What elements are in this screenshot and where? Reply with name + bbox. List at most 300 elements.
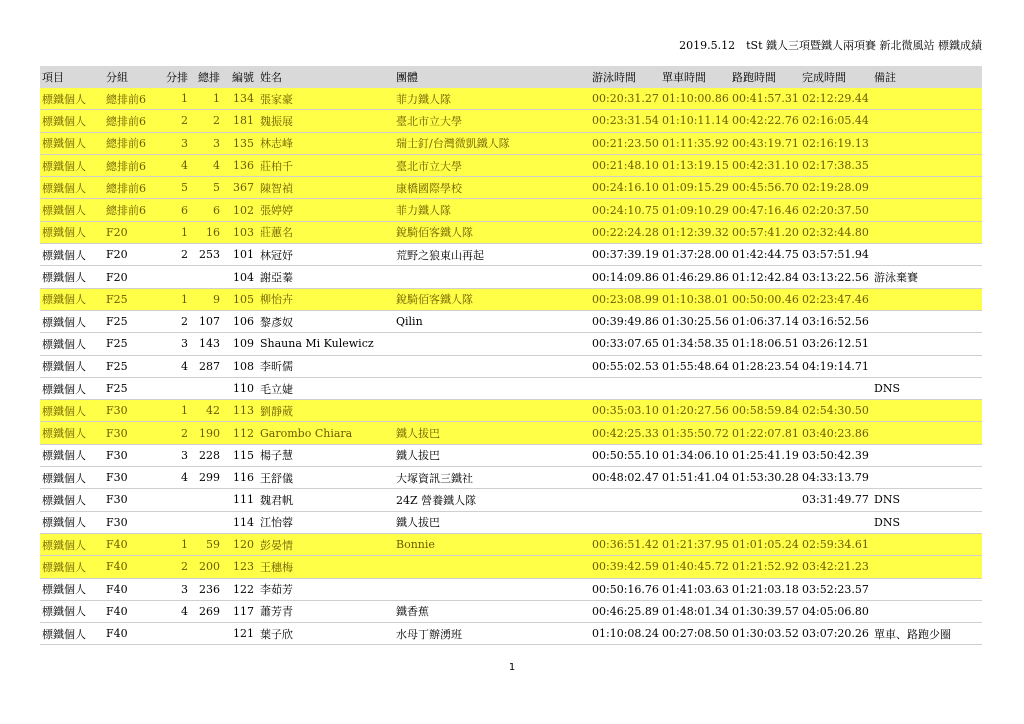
table-row [40,489,982,511]
cell-remarks [874,221,982,243]
cell-finish-time: 04:19:14.71 [802,359,869,373]
cell-run-time: 01:28:23.54 [732,359,799,373]
cell-finish-time: 04:33:13.79 [802,471,869,485]
cell-category: F30 [106,404,128,418]
cell-finish-time: 02:59:34.61 [802,538,869,552]
cell-overall-rank: 107 [199,315,220,329]
cell-category-rank: 2 [181,248,188,262]
cell-athlete-name: 李茹芳 [260,583,293,597]
table-row [40,511,982,533]
cell-category-rank: 1 [181,225,188,239]
table-header [40,66,982,88]
cell-event: 標鐵個人 [42,92,86,106]
table-row [40,355,982,377]
cell-run-time: 01:01:05.24 [732,538,799,552]
cell-overall-rank: 16 [206,225,220,239]
cell-category-rank: 1 [181,538,188,552]
cell-overall-rank [192,489,224,511]
cell-category-rank: 2 [181,315,188,329]
cell-team: 康橋國際學校 [396,181,462,195]
cell-run-time: 01:53:30.28 [732,471,799,485]
table-row [40,244,982,266]
cell-finish-time: 03:07:20.26 [802,627,869,641]
table-row [40,110,982,132]
cell-event: 標鐵個人 [42,538,86,552]
table-row [40,132,982,154]
cell-event: 標鐵個人 [42,516,86,530]
cell-finish-time: 02:20:37.50 [802,203,869,217]
cell-remarks [874,110,982,132]
cell-team: 鐵香蕉 [396,605,429,619]
cell-team: 鐵人拔巴 [396,449,440,463]
cell-bib-number: 113 [233,404,254,418]
cell-bike-time: 01:10:00.86 [662,92,729,106]
cell-run-time: 01:21:52.92 [732,560,799,574]
table-row [40,377,982,399]
cell-team: 銳騎佰客鐵人隊 [396,293,473,307]
cell-remarks [874,310,982,332]
cell-category-rank: 3 [181,448,188,462]
cell-athlete-name: Shauna Mi Kulewicz [260,337,374,351]
cell-bib-number: 102 [233,203,254,217]
cell-swim-time: 00:21:48.10 [592,159,659,173]
cell-finish-time: 02:19:28.09 [802,181,869,195]
cell-run-time: 01:21:03.18 [732,582,799,596]
cell-bib-number: 116 [233,471,254,485]
cell-team: 臺北市立大學 [396,114,462,128]
cell-category: F40 [106,560,128,574]
cell-finish-time: 03:57:51.94 [802,248,869,262]
cell-bike-time: 01:09:10.29 [662,203,729,217]
cell-category: 總排前6 [106,159,146,173]
cell-bike-time: 01:12:39.32 [662,225,729,239]
cell-event: 標鐵個人 [42,204,86,218]
cell-overall-rank: 143 [199,337,220,351]
table-row [40,221,982,243]
cell-finish-time: 02:16:19.13 [802,136,869,150]
header-swim-time: 游泳時間 [592,66,662,88]
cell-bib-number: 111 [233,493,254,507]
cell-swim-time: 00:50:16.76 [592,582,659,596]
cell-bike-time: 00:27:08.50 [662,627,729,641]
cell-remarks: 單車、路跑少圈 [874,627,951,641]
cell-event: 標鐵個人 [42,605,86,619]
cell-athlete-name: 江怡蓉 [260,516,293,530]
cell-bike-time: 01:55:48.64 [662,359,729,373]
cell-finish-time: 03:50:42.39 [802,448,869,462]
cell-team: 24Z 營養鐵人隊 [396,493,477,507]
cell-category-rank: 5 [181,181,188,195]
cell-category: F25 [106,382,128,395]
cell-remarks [874,600,982,622]
cell-bib-number: 117 [233,604,254,618]
cell-event: 標鐵個人 [42,404,86,418]
table-row [40,333,982,355]
cell-bib-number: 105 [233,292,254,306]
cell-athlete-name: 王舒儀 [260,471,293,485]
cell-swim-time: 00:14:09.86 [592,270,659,284]
cell-run-time: 00:47:16.46 [732,203,799,217]
cell-team: Bonnie [396,538,435,552]
cell-category: F25 [106,292,128,306]
cell-athlete-name: 林志峰 [260,137,293,151]
cell-finish-time [802,377,874,399]
cell-overall-rank: 5 [213,181,220,195]
cell-run-time: 00:42:31.10 [732,159,799,173]
cell-team [394,400,592,422]
cell-overall-rank: 42 [206,404,220,418]
cell-overall-rank [192,511,224,533]
cell-run-time: 00:45:56.70 [732,181,799,195]
cell-category: F25 [106,337,128,351]
cell-remarks [874,556,982,578]
cell-swim-time: 00:48:02.47 [592,471,659,485]
cell-event: 標鐵個人 [42,382,86,396]
cell-remarks [874,154,982,176]
cell-category-rank: 3 [181,337,188,351]
table-row [40,288,982,310]
header-run-time: 路跑時間 [732,66,802,88]
header-remarks: 備註 [874,66,982,88]
cell-event: 標鐵個人 [42,248,86,262]
cell-swim-time: 00:24:16.10 [592,181,659,195]
cell-bike-time: 01:51:41.04 [662,471,729,485]
cell-event: 標鐵個人 [42,181,86,195]
cell-event: 標鐵個人 [42,315,86,329]
cell-remarks [874,333,982,355]
cell-event: 標鐵個人 [42,337,86,351]
cell-event: 標鐵個人 [42,137,86,151]
cell-team: Qilin [396,315,423,329]
cell-event: 標鐵個人 [42,159,86,173]
cell-finish-time: 02:23:47.46 [802,292,869,306]
cell-category-rank: 3 [181,136,188,150]
cell-athlete-name: 葉子欣 [260,627,293,641]
cell-bike-time: 01:40:45.72 [662,560,729,574]
cell-finish-time: 03:40:23.86 [802,426,869,440]
cell-category: F30 [106,471,128,485]
cell-remarks [874,355,982,377]
cell-overall-rank: 4 [213,159,220,173]
cell-finish-time: 03:13:22.56 [802,270,869,284]
cell-category-rank: 4 [181,359,188,373]
cell-swim-time: 01:10:08.24 [592,627,659,641]
cell-category: F20 [106,225,128,239]
table-row [40,533,982,555]
cell-run-time: 01:30:03.52 [732,627,799,641]
cell-team: 瑞士釘/台灣微凱鐵人隊 [396,137,510,151]
cell-bib-number: 367 [233,181,254,195]
cell-bike-time: 01:10:11.14 [662,114,729,128]
cell-bib-number: 123 [233,560,254,574]
cell-overall-rank: 1 [213,92,220,106]
cell-remarks [874,422,982,444]
header-finish-time: 完成時間 [802,66,874,88]
cell-run-time [732,489,802,511]
cell-swim-time: 00:23:08.99 [592,292,659,306]
table-row [40,578,982,600]
cell-swim-time [592,489,662,511]
header-category: 分組 [104,66,162,88]
cell-finish-time: 03:26:12.51 [802,337,869,351]
cell-category: 總排前6 [106,92,146,106]
cell-bib-number: 106 [233,315,254,329]
cell-athlete-name: 張家豪 [260,92,293,106]
cell-remarks [874,288,982,310]
cell-bib-number: 115 [233,448,254,462]
cell-category-rank: 3 [181,582,188,596]
cell-swim-time: 00:42:25.33 [592,426,659,440]
cell-run-time: 01:42:44.75 [732,248,799,262]
cell-overall-rank: 253 [199,248,220,262]
table-row [40,310,982,332]
cell-swim-time: 00:55:02.53 [592,359,659,373]
cell-category: 總排前6 [106,181,146,195]
cell-category-rank: 2 [181,114,188,128]
cell-event: 標鐵個人 [42,427,86,441]
cell-overall-rank: 287 [199,359,220,373]
cell-bib-number: 181 [233,114,254,128]
cell-athlete-name: 彭晏情 [260,538,293,552]
cell-overall-rank [192,266,224,288]
cell-event: 標鐵個人 [42,293,86,307]
cell-run-time: 00:58:59.84 [732,404,799,418]
cell-bib-number: 101 [233,248,254,262]
cell-run-time: 00:50:00.46 [732,292,799,306]
cell-category: F40 [106,582,128,596]
table-row [40,154,982,176]
cell-remarks [874,132,982,154]
cell-bike-time: 01:21:37.95 [662,538,729,552]
cell-overall-rank: 9 [213,292,220,306]
cell-athlete-name: 李昕儒 [260,360,293,374]
cell-team [394,355,592,377]
cell-run-time: 01:25:41.19 [732,448,799,462]
cell-finish-time: 03:42:21.23 [802,560,869,574]
cell-category-rank: 4 [181,471,188,485]
cell-category-rank: 4 [181,604,188,618]
cell-category-rank: 4 [181,159,188,173]
table-row [40,266,982,288]
cell-run-time: 00:57:41.20 [732,225,799,239]
cell-event: 標鐵個人 [42,271,86,285]
cell-team: 銳騎佰客鐵人隊 [396,226,473,240]
cell-bike-time: 01:30:25.56 [662,315,729,329]
cell-overall-rank: 6 [213,203,220,217]
cell-category: F30 [106,426,128,440]
cell-remarks [874,199,982,221]
cell-bib-number: 104 [233,270,254,284]
cell-remarks [874,88,982,110]
cell-overall-rank: 3 [213,136,220,150]
cell-run-time [732,511,802,533]
cell-athlete-name: 劉靜葳 [260,404,293,418]
cell-event: 標鐵個人 [42,114,86,128]
cell-category: F40 [106,538,128,552]
cell-bike-time: 01:35:50.72 [662,426,729,440]
cell-team: 菲力鐵人隊 [396,204,451,218]
cell-overall-rank: 236 [199,582,220,596]
cell-overall-rank [192,377,224,399]
cell-remarks [874,244,982,266]
cell-team: 菲力鐵人隊 [396,92,451,106]
document-title: 2019.5.12 tSt 鐵人三項暨鐵人兩項賽 新北微風站 標鐵成績 [679,39,982,52]
cell-category: F25 [106,315,128,329]
header-bib-number: 編號 [224,66,258,88]
header-category-rank: 分排 [162,66,192,88]
cell-bib-number: 110 [233,382,254,395]
cell-swim-time: 00:39:49.86 [592,315,659,329]
cell-category-rank: 1 [181,404,188,418]
cell-overall-rank: 59 [206,538,220,552]
cell-run-time: 01:18:06.51 [732,337,799,351]
table-row [40,400,982,422]
cell-swim-time: 00:37:39.19 [592,248,659,262]
table-row [40,444,982,466]
cell-event: 標鐵個人 [42,226,86,240]
cell-category-rank [162,511,192,533]
cell-bike-time: 01:09:15.29 [662,181,729,195]
cell-run-time: 01:30:39.57 [732,604,799,618]
table-row [40,623,982,645]
cell-run-time [732,377,802,399]
cell-athlete-name: 陳智禎 [260,181,293,195]
cell-overall-rank: 269 [199,604,220,618]
cell-finish-time: 02:32:44.80 [802,225,869,239]
cell-category: F30 [106,515,128,529]
cell-overall-rank [192,623,224,645]
cell-bib-number: 134 [233,92,254,106]
cell-athlete-name: 毛立婕 [260,382,293,396]
cell-bike-time: 01:10:38.01 [662,292,729,306]
cell-athlete-name: 魏君帆 [260,493,293,507]
cell-category-rank: 1 [181,292,188,306]
header-event: 項目 [40,66,104,88]
cell-swim-time: 00:35:03.10 [592,404,659,418]
cell-athlete-name: 謝亞蓁 [260,271,293,285]
table-row [40,422,982,444]
cell-athlete-name: 魏振展 [260,114,293,128]
cell-athlete-name: Garombo Chiara [260,426,353,440]
cell-swim-time [592,377,662,399]
cell-finish-time: 02:54:30.50 [802,404,869,418]
cell-category-rank: 1 [181,92,188,106]
cell-event: 標鐵個人 [42,471,86,485]
cell-bike-time [662,377,732,399]
cell-bike-time: 01:20:27.56 [662,404,729,418]
header-overall-rank: 總排 [192,66,224,88]
cell-remarks [874,177,982,199]
cell-remarks [874,533,982,555]
cell-category-rank [162,489,192,511]
cell-run-time: 01:12:42.84 [732,270,799,284]
header-team: 團體 [394,66,592,88]
cell-finish-time: 04:05:06.80 [802,604,869,618]
cell-remarks: DNS [874,515,900,529]
cell-category-rank: 2 [181,560,188,574]
cell-team: 臺北市立大學 [396,159,462,173]
table-body [40,88,982,645]
cell-team: 大塚資訊三鐵社 [396,471,473,485]
cell-athlete-name: 柳怡卉 [260,293,293,307]
cell-category: F40 [106,627,128,641]
cell-finish-time: 02:12:29.44 [802,92,869,106]
cell-bib-number: 112 [233,426,254,440]
cell-bike-time: 01:34:58.35 [662,337,729,351]
cell-athlete-name: 楊子慧 [260,449,293,463]
cell-category: 總排前6 [106,204,146,218]
cell-athlete-name: 張婷婷 [260,204,293,218]
cell-bike-time: 01:41:03.63 [662,582,729,596]
cell-event: 標鐵個人 [42,583,86,597]
cell-category: F20 [106,248,128,262]
cell-swim-time: 00:24:10.75 [592,203,659,217]
cell-athlete-name: 蕭芳青 [260,605,293,619]
cell-team [394,333,592,355]
cell-category-rank: 2 [181,426,188,440]
cell-category: F30 [106,448,128,462]
cell-swim-time: 00:23:31.54 [592,114,659,128]
cell-event: 標鐵個人 [42,493,86,507]
cell-bike-time: 01:48:01.34 [662,604,729,618]
cell-swim-time: 00:22:24.28 [592,225,659,239]
results-table [40,66,982,645]
cell-team: 鐵人拔巴 [396,427,440,441]
cell-bike-time: 01:11:35.92 [662,136,729,150]
cell-category: F25 [106,359,128,373]
cell-athlete-name: 林冠妤 [260,248,293,262]
cell-finish-time: 03:52:23.57 [802,582,869,596]
cell-swim-time: 00:21:23.50 [592,136,659,150]
cell-overall-rank: 299 [199,471,220,485]
cell-bike-time: 01:46:29.86 [662,270,729,284]
cell-swim-time: 00:36:51.42 [592,538,659,552]
cell-remarks: DNS [874,382,900,395]
page-number: 1 [508,662,516,673]
table-row [40,600,982,622]
cell-category-rank: 6 [181,203,188,217]
cell-remarks [874,444,982,466]
cell-athlete-name: 莊柏千 [260,159,293,173]
cell-finish-time: 02:17:38.35 [802,159,869,173]
cell-swim-time: 00:20:31.27 [592,92,659,106]
cell-category-rank [162,377,192,399]
cell-run-time: 00:42:22.76 [732,114,799,128]
header-athlete-name: 姓名 [258,66,394,88]
cell-athlete-name: 王穗梅 [260,560,293,574]
cell-bib-number: 136 [233,159,254,173]
cell-remarks [874,467,982,489]
cell-overall-rank: 228 [199,448,220,462]
cell-run-time: 01:22:07.81 [732,426,799,440]
cell-category-rank [162,266,192,288]
cell-bike-time [662,511,732,533]
cell-bib-number: 114 [233,515,254,529]
cell-swim-time [592,511,662,533]
table-row [40,88,982,110]
cell-bib-number: 121 [233,627,254,641]
cell-team: 鐵人拔巴 [396,516,440,530]
cell-athlete-name: 黎彥奴 [260,315,293,329]
cell-team [394,556,592,578]
cell-team: 荒野之狼東山再起 [396,248,484,262]
header-bike-time: 單車時間 [662,66,732,88]
cell-event: 標鐵個人 [42,360,86,374]
table-row [40,177,982,199]
cell-category: F20 [106,270,128,284]
cell-category: F40 [106,604,128,618]
cell-run-time: 01:06:37.14 [732,315,799,329]
